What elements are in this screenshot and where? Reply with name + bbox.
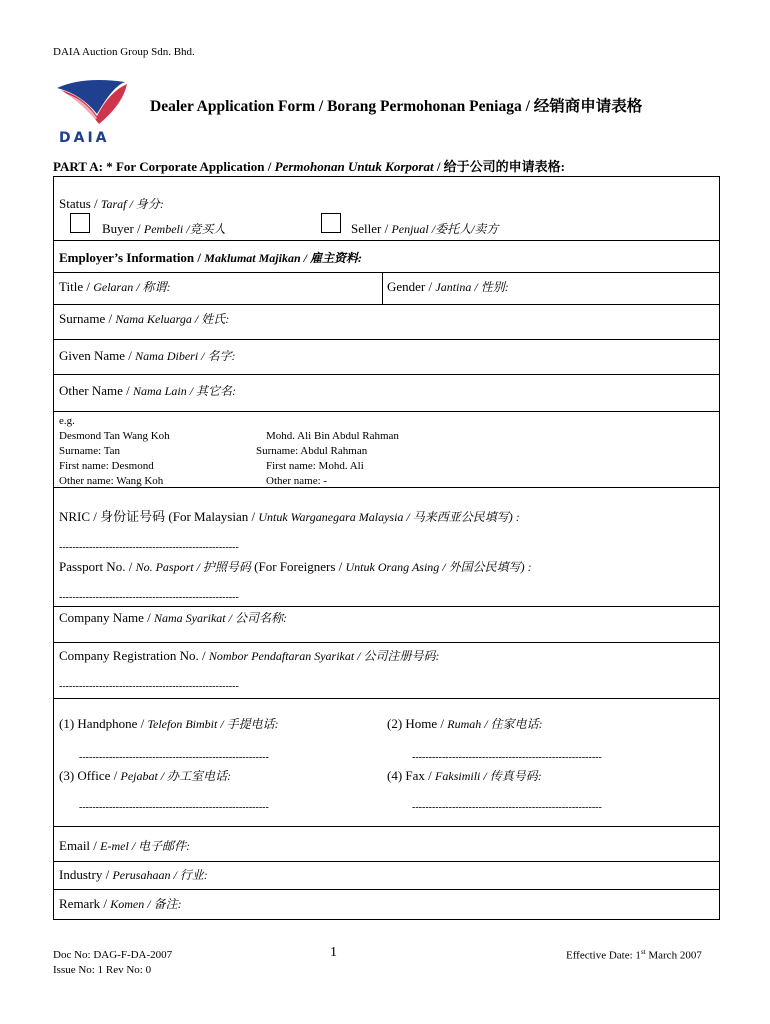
office-phone-dash-line: ---------------------------------------------------------	[79, 802, 269, 813]
effective-date: Effective Date: 1st March 2007	[566, 948, 702, 962]
surname-field-label[interactable]: Surname / Nama Keluarga / 姓氏:	[59, 311, 230, 326]
email-field-label[interactable]: Email / E-mel / 电子邮件:	[59, 838, 191, 853]
application-form-table	[53, 176, 720, 920]
status-row	[54, 177, 719, 241]
company-name: DAIA Auction Group Sdn. Bhd.	[53, 46, 195, 58]
page-number: 1	[330, 945, 337, 960]
svg-text:DAIA: DAIA	[59, 130, 110, 146]
remark-row	[54, 890, 719, 919]
remark-field-label[interactable]: Remark / Komen / 备注:	[59, 896, 182, 911]
buyer-label: Buyer / Pembeli /竞买人	[102, 221, 226, 236]
title-gender-row	[54, 273, 719, 305]
status-label: Status / Taraf / 身分:	[59, 196, 164, 211]
fax-dash-line: ---------------------------------------------------------	[412, 802, 602, 813]
name-example-row	[54, 412, 719, 488]
other-name-field-label[interactable]: Other Name / Nama Lain / 其它名:	[59, 383, 237, 398]
fax-field-label[interactable]: (4) Fax / Faksimili / 传真号码:	[387, 768, 542, 783]
company-name-row	[54, 607, 719, 643]
doc-info: Doc No: DAG-F-DA-2007 Issue No: 1 Rev No: 0	[53, 949, 173, 976]
form-title: Dealer Application Form / Borang Permohonan Peniaga / 经销商申请表格	[150, 98, 643, 115]
company-name-field-label[interactable]: Company Name / Nama Syarikat / 公司名称:	[59, 610, 287, 625]
home-phone-dash-line: ---------------------------------------------------------	[412, 752, 602, 763]
part-a-heading: PART A: * For Corporate Application / Permohonan Untuk Korporat / 给于公司的申请表格:	[53, 159, 566, 174]
gender-field-label[interactable]: Gender / Jantina / 性别:	[387, 279, 509, 294]
example-left: e.g. Desmond Tan Wang Koh Surname: Tan First name: Desmond Other name: Wang Koh	[59, 415, 170, 487]
surname-row	[54, 305, 719, 340]
company-reg-field-label[interactable]: Company Registration No. / Nombor Pendaftaran Syarikat / 公司注册号码:	[59, 648, 440, 663]
company-reg-row	[54, 643, 719, 699]
home-phone-field-label[interactable]: (2) Home / Rumah / 住家电话:	[387, 716, 543, 731]
given-name-row	[54, 340, 719, 375]
email-row	[54, 827, 719, 862]
employer-heading: Employer’s Information / Maklumat Majikan / 雇主资料:	[59, 250, 362, 265]
employer-heading-row	[54, 241, 719, 273]
phones-row	[54, 699, 719, 827]
nric-field-label[interactable]: NRIC / 身份证号码 (For Malaysian / Untuk Warganegara Malaysia / 马来西亚公民填写) :	[59, 509, 520, 524]
industry-field-label[interactable]: Industry / Perusahaan / 行业:	[59, 867, 208, 882]
title-field-label[interactable]: Title / Gelaran / 称谓:	[59, 279, 171, 294]
office-phone-field-label[interactable]: (3) Office / Pejabat / 办工室电话:	[59, 768, 232, 783]
daia-logo	[53, 74, 131, 146]
nric-passport-row	[54, 488, 719, 607]
given-name-field-label[interactable]: Given Name / Nama Diberi / 名字:	[59, 348, 236, 363]
handphone-dash-line: ---------------------------------------------------------	[79, 752, 269, 763]
buyer-checkbox[interactable]	[70, 213, 90, 233]
seller-checkbox[interactable]	[321, 213, 341, 233]
example-right: Mohd. Ali Bin Abdul Rahman Surname: Abdul Rahman First name: Mohd. Ali Other name: -	[256, 430, 399, 487]
handphone-field-label[interactable]: (1) Handphone / Telefon Bimbit / 手提电话:	[59, 716, 279, 731]
industry-row	[54, 862, 719, 890]
company-reg-dash-line: ------------------------------------------------------	[59, 681, 239, 692]
passport-field-label[interactable]: Passport No. / No. Pasport / 护照号码 (For Foreigners / Untuk Orang Asing / 外国公民填写) :	[59, 559, 532, 574]
seller-label: Seller / Penjual /委托人/卖方	[351, 221, 499, 236]
passport-dash-line: ------------------------------------------------------	[59, 592, 239, 603]
other-name-row	[54, 375, 719, 412]
nric-dash-line: ------------------------------------------------------	[59, 542, 239, 553]
